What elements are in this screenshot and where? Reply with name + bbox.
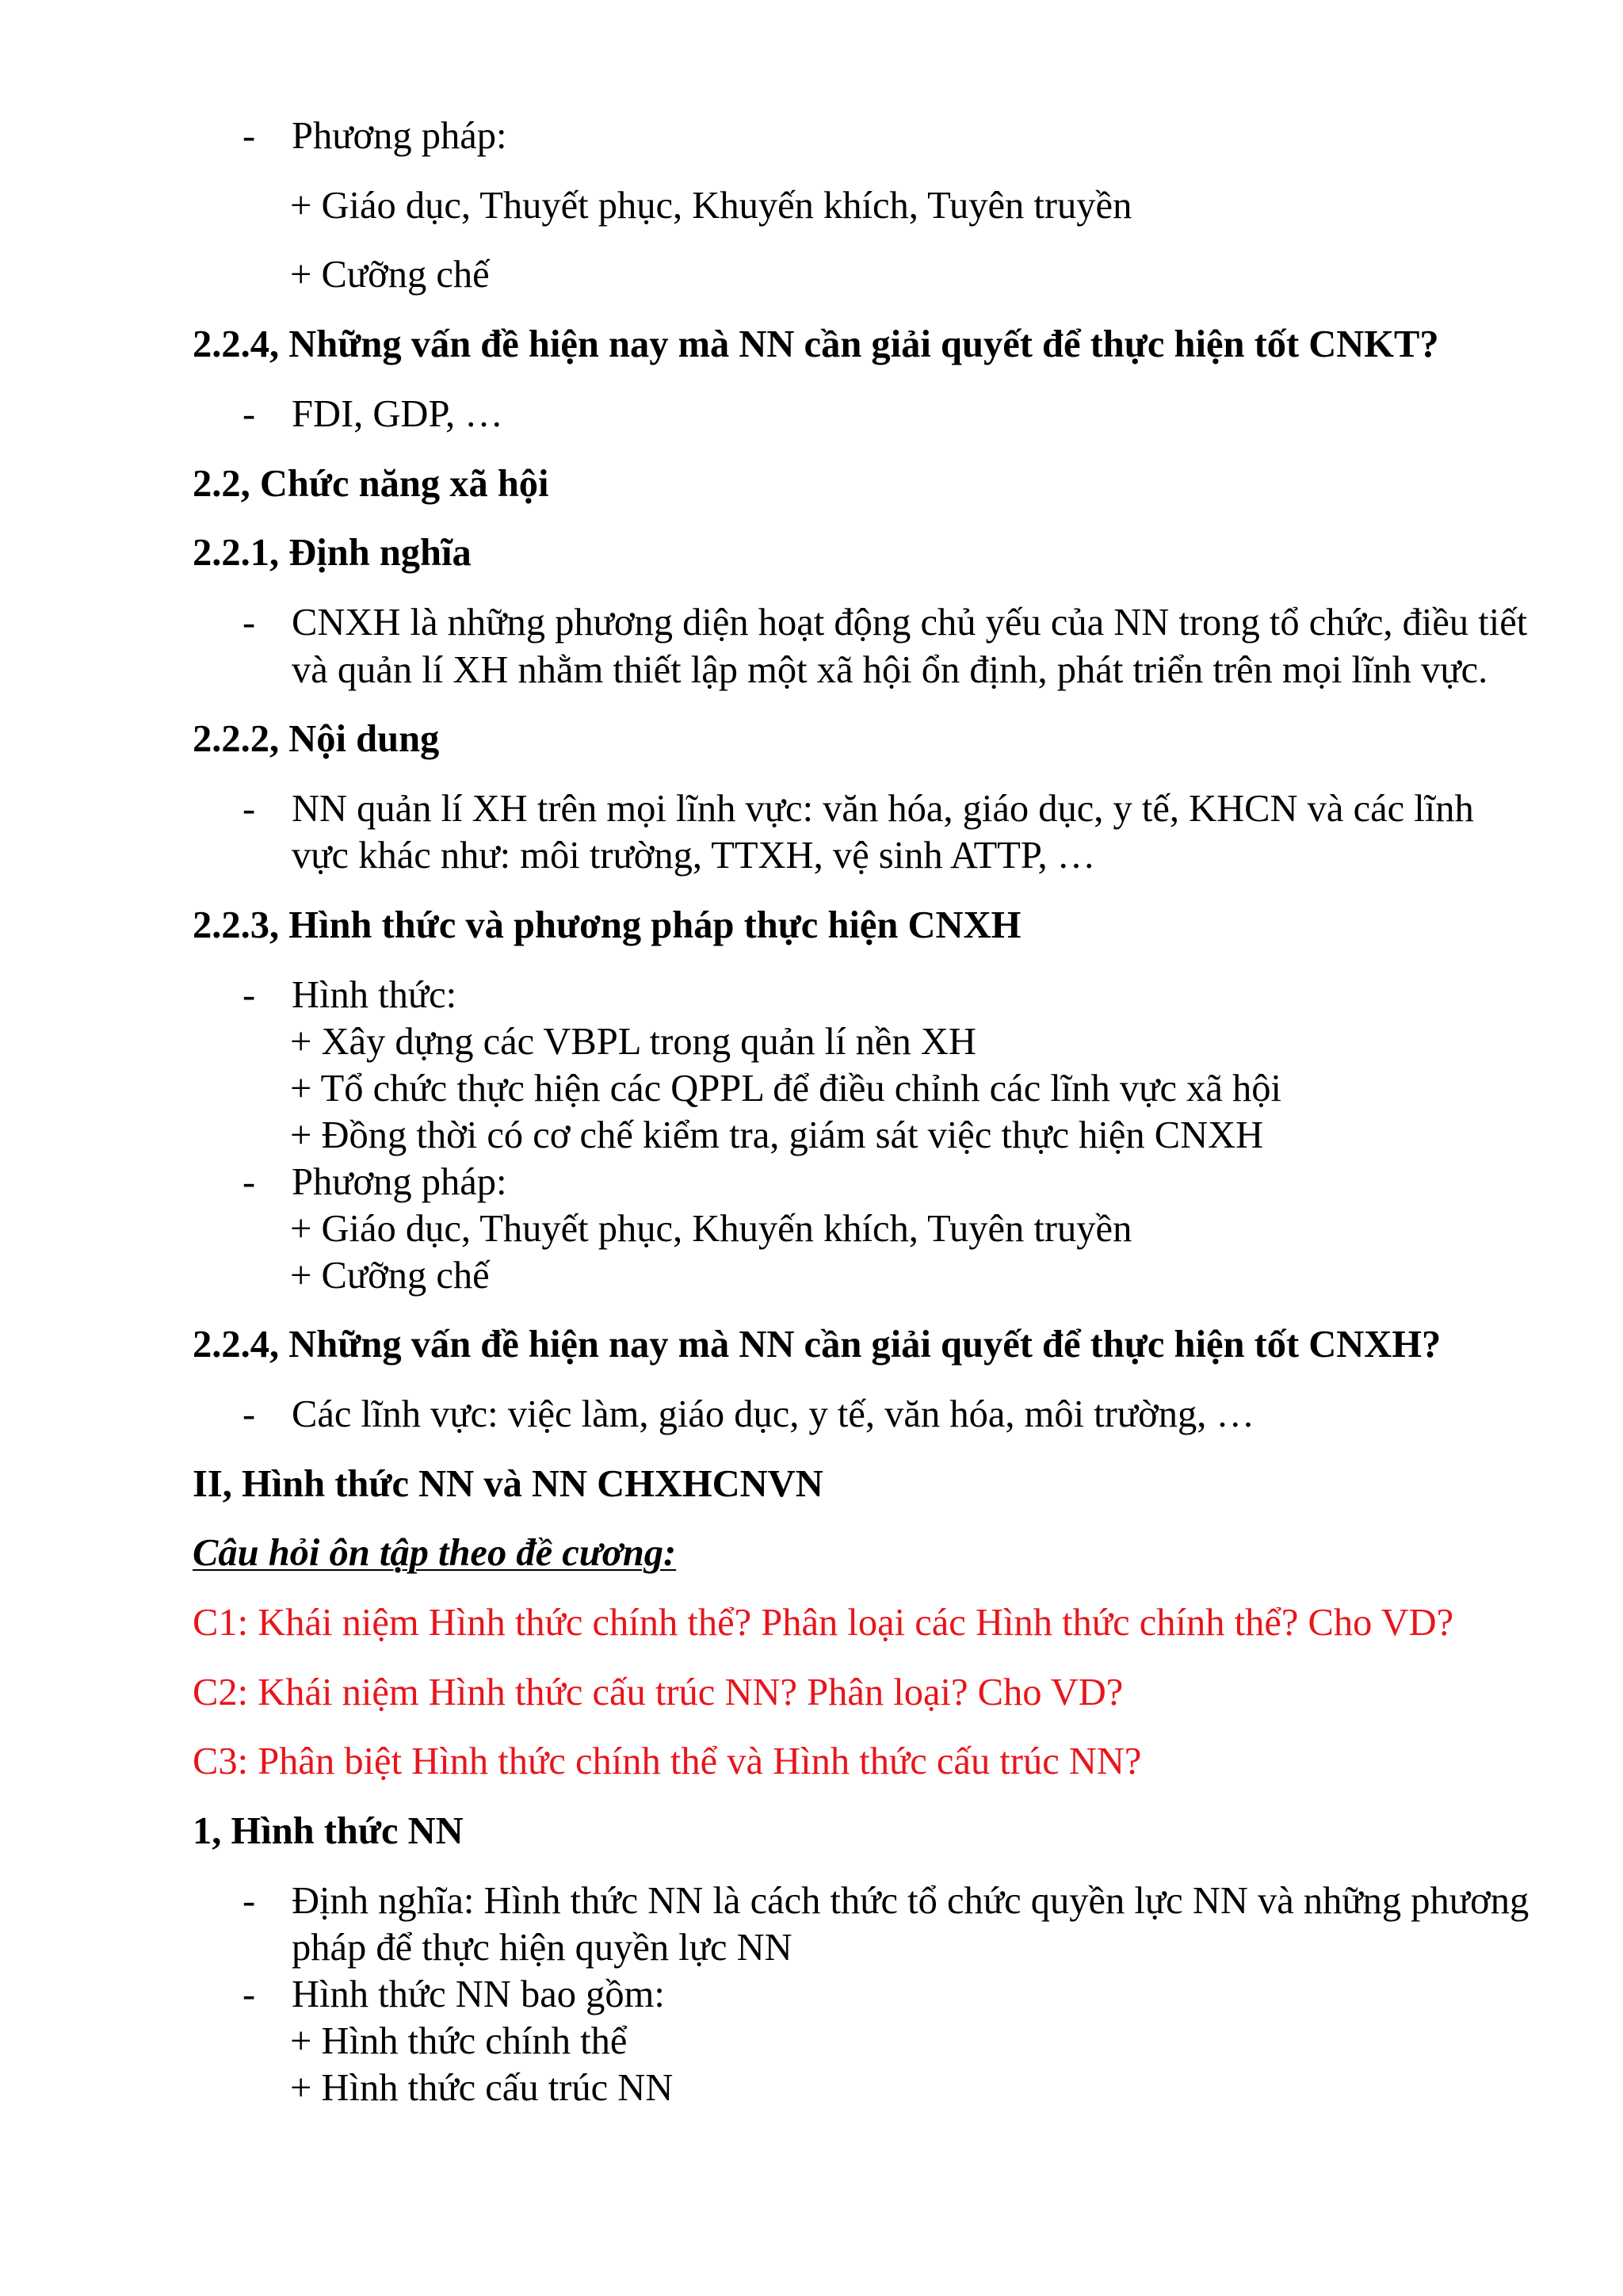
form-label: Hình thức: [292,974,457,1016]
method-label: Phương pháp: [292,1161,507,1203]
list-item: FDI, GDP, … [292,393,503,435]
paragraph-line: pháp để thực hiện quyền lực NN [292,1927,792,1969]
review-question: C2: Khái niệm Hình thức cấu trúc NN? Phân loại? Cho VD? [193,1671,1124,1713]
form-item: + Tổ chức thực hiện các QPPL để điều chỉnh các lĩnh vực xã hội [290,1068,1281,1110]
method-item: + Cưỡng chế [290,1255,490,1297]
review-question: C1: Khái niệm Hình thức chính thể? Phân loại các Hình thức chính thể? Cho VD? [193,1602,1454,1644]
form-item: + Đồng thời có cơ chế kiểm tra, giám sát việc thực hiện CNXH [290,1114,1264,1156]
method-item: + Cưỡng chế [290,254,490,296]
section-heading: 2.2, Chức năng xã hội [193,463,549,505]
list-bullet: - [242,1880,256,1922]
list-bullet: - [242,393,256,435]
section-heading: 2.2.2, Nội dung [193,718,440,760]
paragraph-line: Định nghĩa: Hình thức NN là cách thức tổ chức quyền lực NN và những phương [292,1880,1529,1922]
list-bullet: - [242,1161,256,1203]
list-bullet: - [242,602,256,644]
paragraph-line: CNXH là những phương diện hoạt động chủ yếu của NN trong tổ chức, điều tiết [292,602,1528,644]
includes-item: + Hình thức cấu trúc NN [290,2067,674,2109]
method-item: + Giáo dục, Thuyết phục, Khuyến khích, Tuyên truyền [290,1208,1132,1250]
part-heading: II, Hình thức NN và NN CHXHCNVN [193,1463,823,1505]
section-heading: 2.2.4, Những vấn đề hiện nay mà NN cần giải quyết để thực hiện tốt CNKT? [193,323,1439,365]
section-heading: 2.2.3, Hình thức và phương pháp thực hiện CNXH [193,904,1022,946]
list-bullet: - [242,115,256,157]
paragraph-line: NN quản lí XH trên mọi lĩnh vực: văn hóa, giáo dục, y tế, KHCN và các lĩnh [292,788,1474,830]
paragraph-line: và quản lí XH nhằm thiết lập một xã hội ổn định, phát triển trên mọi lĩnh vực. [292,649,1488,691]
paragraph-line: vực khác như: môi trường, TTXH, vệ sinh ATTP, … [292,835,1096,877]
section-heading: 1, Hình thức NN [193,1810,464,1852]
review-question: C3: Phân biệt Hình thức chính thể và Hình thức cấu trúc NN? [193,1740,1142,1782]
method-label: Phương pháp: [292,115,507,157]
review-title: Câu hỏi ôn tập theo đề cương: [193,1532,677,1574]
list-bullet: - [242,1973,256,2015]
includes-item: + Hình thức chính thể [290,2020,628,2062]
method-item: + Giáo dục, Thuyết phục, Khuyến khích, Tuyên truyền [290,185,1132,227]
list-bullet: - [242,974,256,1016]
list-item: Các lĩnh vực: việc làm, giáo dục, y tế, văn hóa, môi trường, … [292,1393,1254,1435]
list-bullet: - [242,788,256,830]
section-heading: 2.2.4, Những vấn đề hiện nay mà NN cần giải quyết để thực hiện tốt CNXH? [193,1324,1442,1366]
list-bullet: - [242,1393,256,1435]
includes-label: Hình thức NN bao gồm: [292,1973,665,2015]
form-item: + Xây dựng các VBPL trong quản lí nền XH [290,1021,976,1063]
section-heading: 2.2.1, Định nghĩa [193,532,472,574]
